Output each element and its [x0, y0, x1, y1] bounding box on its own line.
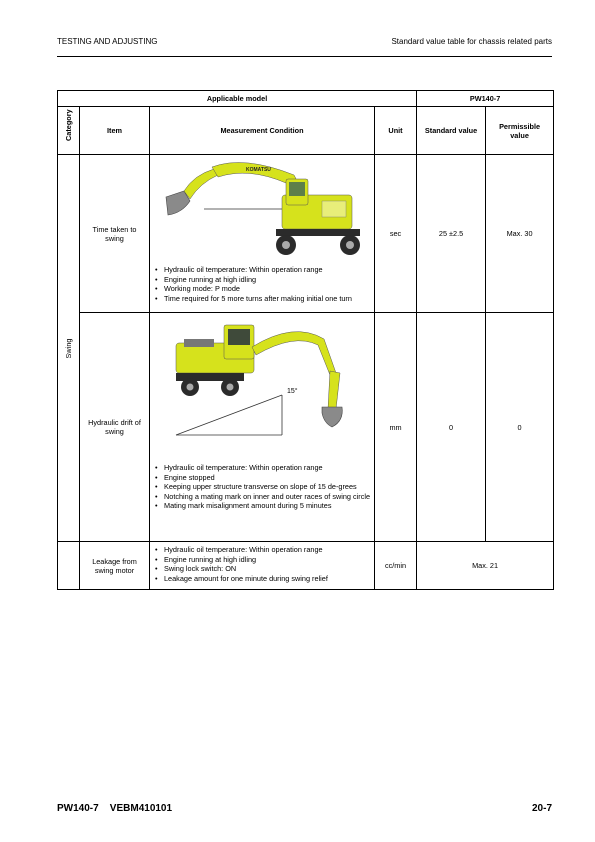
permissible-value-header: Permissible value — [486, 107, 554, 155]
row-unit: cc/min — [375, 542, 417, 590]
condition-list — [154, 265, 371, 303]
row-permissible-value: Max. 21 — [417, 542, 554, 590]
row-item: Leakage from swing motor — [80, 542, 150, 590]
excavator-slope-figure — [154, 313, 371, 463]
row-standard-value: 0 — [417, 313, 486, 542]
row-condition — [150, 542, 375, 590]
list-item: • Keeping upper structure transverse on slope of 15 de-grees — [154, 482, 371, 492]
list-item: • Mating mark misalignment amount during 5 minutes — [154, 501, 371, 511]
slope-excavator-illustration — [154, 313, 374, 461]
row-unit: mm — [375, 313, 417, 542]
condition-list — [154, 545, 371, 583]
condition-list — [154, 463, 371, 511]
list-item: • Engine running at high idling — [154, 555, 371, 565]
page-header-section: TESTING AND ADJUSTING — [57, 37, 158, 46]
footer-document-code: PW140-7 VEBM410101 — [57, 803, 173, 814]
list-item: • Leakage amount for one minute during swing relief — [154, 574, 371, 584]
row-unit: sec — [375, 155, 417, 313]
list-item: • Hydraulic oil temperature: Within operation range — [154, 545, 371, 555]
header-divider — [57, 56, 552, 57]
list-item: • Hydraulic oil temperature: Within operation range — [154, 265, 371, 275]
excavator-swing-figure — [154, 155, 371, 265]
applicable-model-label: Applicable model — [58, 91, 417, 107]
row-item: Time taken to swing — [80, 155, 150, 313]
table-row — [58, 313, 554, 542]
model-name: PW140-7 — [417, 91, 554, 107]
footer-page-number: 20-7 — [531, 803, 552, 814]
category-header: Category — [58, 107, 80, 155]
unit-header: Unit — [375, 107, 417, 155]
table-row — [58, 155, 554, 313]
category-swing: Swing — [58, 155, 80, 542]
list-item: • Engine running at high idling — [154, 275, 371, 285]
standard-value-header: Standard value — [417, 107, 486, 155]
slope-angle-label: 15° — [287, 388, 298, 395]
item-header: Item — [80, 107, 150, 155]
condition-header: Measurement Condition — [150, 107, 375, 155]
table-row — [58, 542, 554, 590]
list-item: • Hydraulic oil temperature: Within operation range — [154, 463, 371, 473]
row-condition — [150, 313, 375, 542]
row-permissible-value: 0 — [486, 313, 554, 542]
row-standard-value: 25 ±2.5 — [417, 155, 486, 313]
excavator-illustration — [154, 155, 374, 263]
category-empty — [58, 542, 80, 590]
row-condition — [150, 155, 375, 313]
row-item: Hydraulic drift of swing — [80, 313, 150, 542]
list-item: • Working mode: P mode — [154, 284, 371, 294]
list-item: • Engine stopped — [154, 473, 371, 483]
page-header-title: Standard value table for chassis related parts — [391, 37, 552, 46]
standard-value-table — [57, 90, 554, 590]
list-item: • Notching a mating mark on inner and outer races of swing circle — [154, 492, 371, 502]
list-item: • Swing lock switch: ON — [154, 564, 371, 574]
row-permissible-value: Max. 30 — [486, 155, 554, 313]
boom-brand-text: KOMATSU — [246, 167, 271, 173]
list-item: • Time required for 5 more turns after making initial one turn — [154, 294, 371, 304]
